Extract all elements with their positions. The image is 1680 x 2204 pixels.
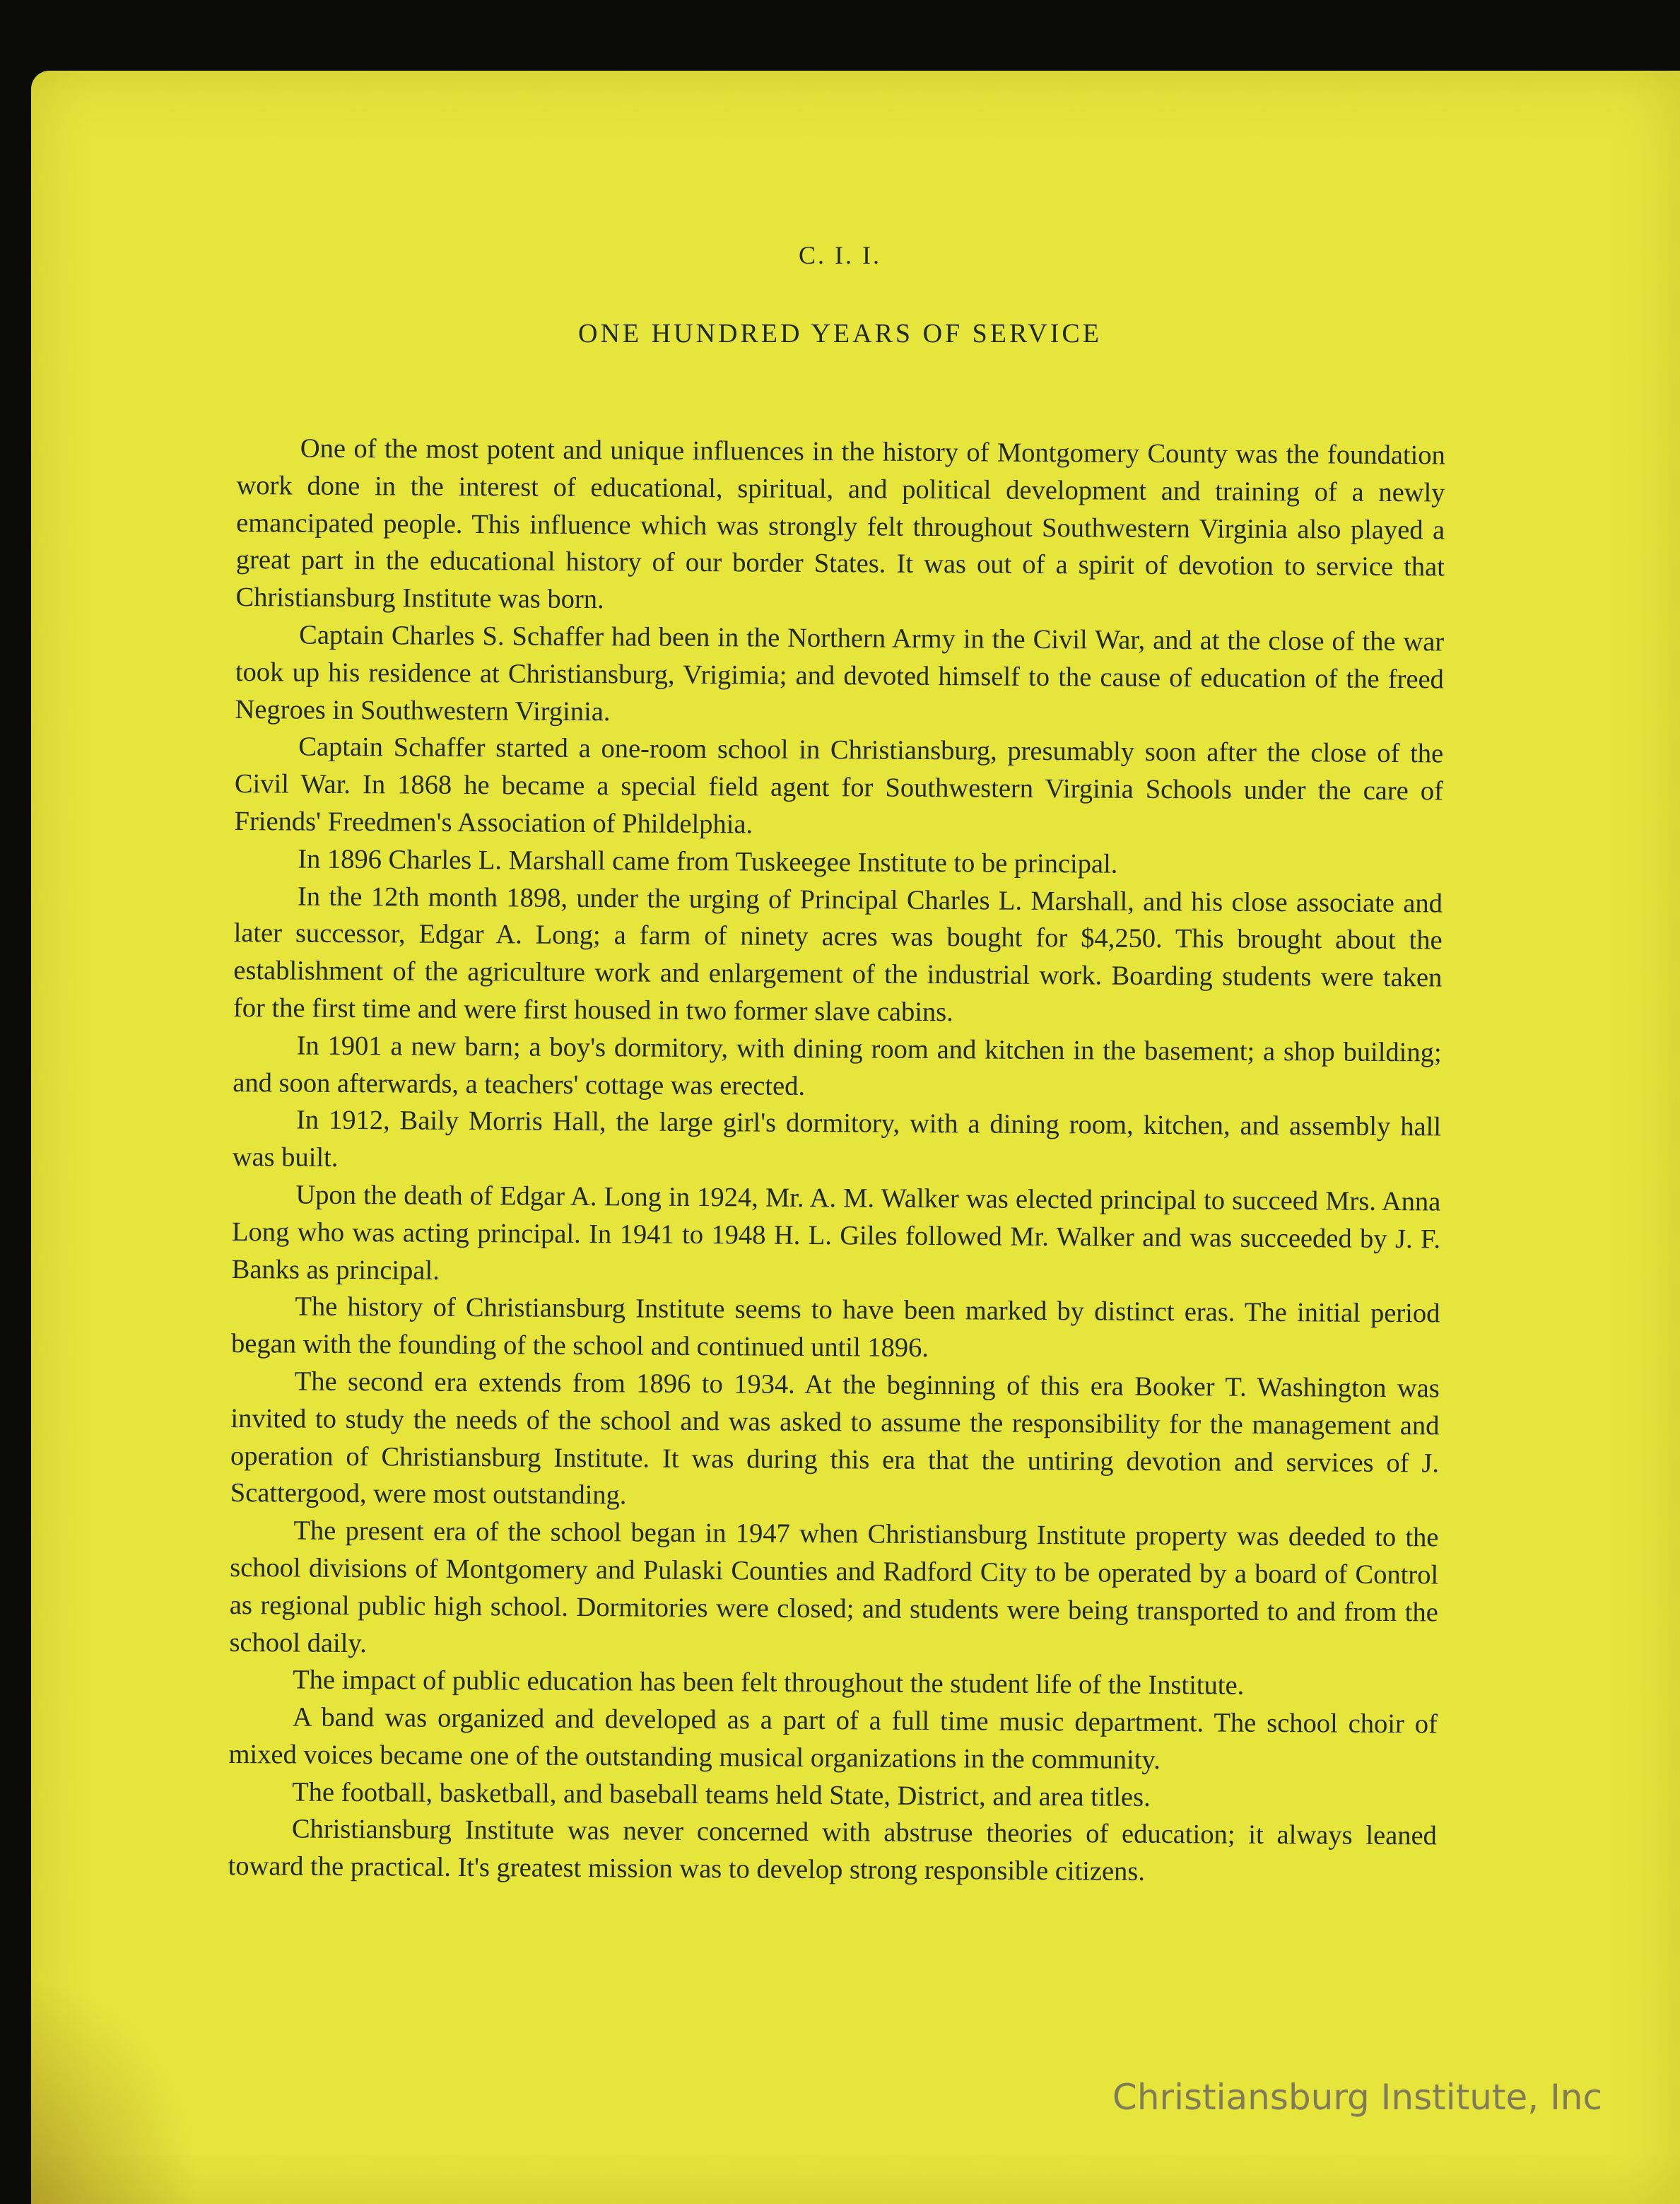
paragraph: The history of Christiansburg Institute seems to have been marked by distinct eras. The initial period began with the founding of the school and continued until 1896.: [230, 1291, 1440, 1364]
document-title: C. I. I.: [799, 241, 881, 269]
paragraph: Captain Schaffer started a one-room school in Christiansburg, presumably soon after the close of the Civil War. In 1868 he became a special field agent for Southwestern Virginia Schools under the care of Friends' Freedmen's Association of Phildelphia.: [234, 732, 1444, 840]
paragraph: The football, basketball, and baseball teams held State, District, and area titles.: [292, 1777, 1151, 1812]
paragraph: In 1912, Baily Morris Hall, the large girl's dormitory, with a dining room, kitchen, and assembly hall was built.: [232, 1105, 1442, 1173]
paragraph: Upon the death of Edgar A. Long in 1924, Mr. A. M. Walker was elected principal to succeed Mrs. Anna Long who was acting principal. In 1941 to 1948 H. L. Giles followed Mr. Walker and was succeeded by J. F. Banks as principal.: [231, 1180, 1441, 1286]
paragraph: The second era extends from 1896 to 1934. At the beginning of this era Booker T. Washington was invited to study the needs of the school and was asked to assume the responsibility for the management and operation of Christiansburg Institute. It was during this era that the untiring devotion and services of J. Scattergood, were most outstanding.: [230, 1366, 1440, 1511]
document-body: [228, 430, 1445, 1892]
paragraph: In the 12th month 1898, under the urging of Principal Charles L. Marshall, and his close associate and later successor, Edgar A. Long; a farm of ninety acres was bought for $4,250. This brought about the establishment of the agriculture work and enlargement of the industrial work. Boarding students were taken for the first time and were first housed in two former slave cabins.: [233, 881, 1443, 1028]
paragraph: The impact of public education has been felt throughout the student life of the Institute.: [293, 1665, 1245, 1701]
paragraph: In 1901 a new barn; a boy's dormitory, with dining room and kitchen in the basement; a shop building; and soon afterwards, a teachers' cottage was erected.: [233, 1031, 1442, 1101]
paragraph: Captain Charles S. Schaffer had been in the Northern Army in the Civil War, and at the close of the war took up his residence at Christiansburg, Vrigimia; and devoted himself to the cause of education of the freed Negroes in Southwestern Virginia.: [235, 620, 1445, 727]
paragraph: A band was organized and developed as a part of a full time music department. The school choir of mixed voices became one of the outstanding musical organizations in the community.: [228, 1702, 1438, 1775]
paragraph: The present era of the school began in 1947 when Christiansburg Institute property was deeded to the school divisions of Montgomery and Pulaski Counties and Radford City to be operated by a board of Control as regional public high school. Dormitories were closed; and students were being transported to and from the school daily.: [229, 1516, 1439, 1658]
watermark: Christiansburg Institute, Inc: [1112, 2077, 1602, 2118]
document-subtitle: ONE HUNDRED YEARS OF SERVICE: [578, 319, 1102, 348]
paragraph: One of the most potent and unique influences in the history of Montgomery County was the foundation work done in the interest of educational, spiritual, and political development and training of a newly emancipated people. This influence which was strongly felt throughout Southwestern Virginia also played a great part in the educational history of our border States. It was out of a spirit of devotion to service that Christiansburg Institute was born.: [235, 433, 1445, 615]
paragraph: Christiansburg Institute was never concerned with abstruse theories of education; it always leaned toward the practical. It's greatest mission was to develop strong responsible citizens.: [228, 1814, 1438, 1887]
paragraph: In 1896 Charles L. Marshall came from Tuskeegee Institute to be principal.: [298, 844, 1118, 879]
